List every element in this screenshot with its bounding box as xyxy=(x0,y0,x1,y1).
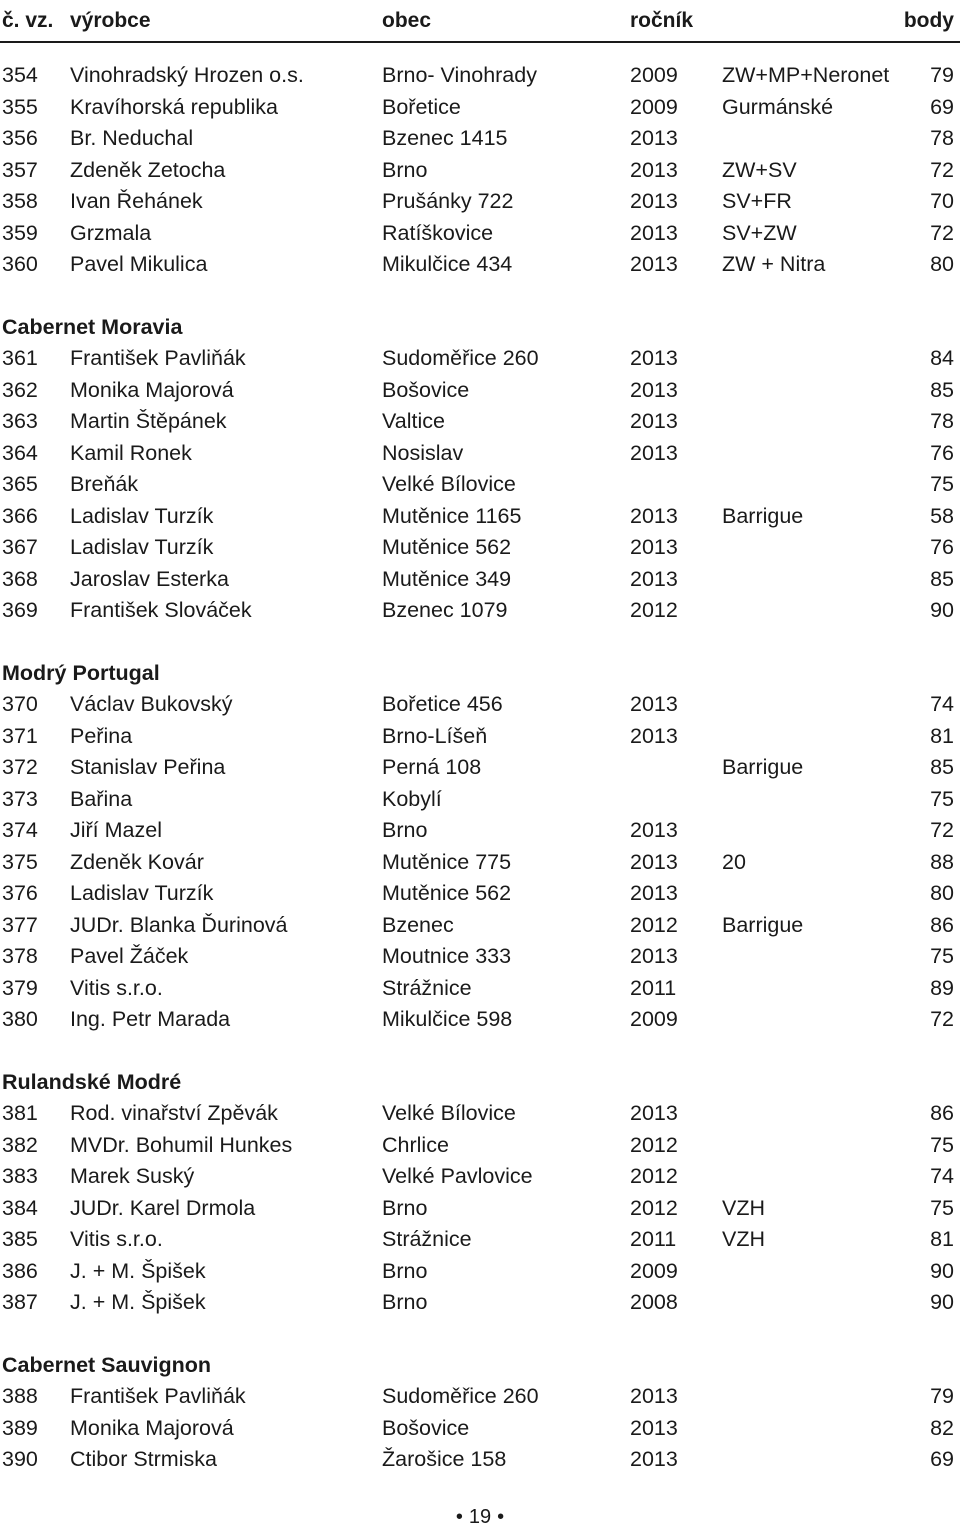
cell-producer: Marek Suský xyxy=(70,1164,195,1188)
cell-points: 85 xyxy=(930,566,954,591)
table-row xyxy=(0,1413,960,1445)
bullet-left: • xyxy=(455,1506,463,1528)
header-points: body xyxy=(903,9,954,32)
cell-sample-number: 364 xyxy=(2,440,38,465)
header-vintage: ročník xyxy=(630,9,694,32)
cell-vintage: 2013 xyxy=(630,157,678,182)
table-row xyxy=(0,375,960,407)
section-title: Cabernet Moravia xyxy=(2,314,183,339)
cell-village: Bzenec 1415 xyxy=(382,126,508,150)
cell-points: 75 xyxy=(930,1132,954,1157)
cell-producer: Jiří Mazel xyxy=(70,818,162,842)
cell-points: 81 xyxy=(930,1227,954,1251)
cell-village: Brno xyxy=(382,1290,428,1314)
cell-producer: J. + M. Špišek xyxy=(70,1258,206,1283)
cell-producer: JUDr. Karel Drmola xyxy=(70,1195,256,1220)
cell-village: Strážnice xyxy=(382,975,472,1000)
cell-vintage: 2009 xyxy=(630,1258,678,1283)
cell-vintage: 2008 xyxy=(630,1290,678,1314)
cell-note: ZW+SV xyxy=(722,157,797,182)
cell-village: Prušánky 722 xyxy=(382,189,514,213)
table-row xyxy=(0,1381,960,1413)
cell-sample-number: 384 xyxy=(2,1195,38,1220)
cell-sample-number: 385 xyxy=(2,1227,38,1251)
cell-producer: Kamil Ronek xyxy=(70,440,192,465)
cell-sample-number: 389 xyxy=(2,1415,38,1440)
cell-sample-number: 354 xyxy=(2,63,38,87)
cell-village: Bořetice 456 xyxy=(382,692,503,716)
table-row xyxy=(0,92,960,124)
table-row xyxy=(0,784,960,816)
cell-sample-number: 382 xyxy=(2,1132,38,1157)
cell-points: 86 xyxy=(930,912,954,937)
cell-village: Mutěnice 562 xyxy=(382,881,512,905)
cell-sample-number: 357 xyxy=(2,157,38,182)
cell-village: Bzenec 1079 xyxy=(382,598,508,622)
cell-village: Brno xyxy=(382,1195,428,1220)
cell-points: 84 xyxy=(930,346,954,370)
cell-points: 58 xyxy=(930,503,954,528)
section-title: Rulandské Modré xyxy=(2,1069,182,1094)
cell-village: Chrlice xyxy=(382,1132,449,1157)
cell-vintage: 2013 xyxy=(630,1447,678,1471)
cell-points: 90 xyxy=(930,1290,954,1314)
cell-producer: Vitis s.r.o. xyxy=(70,975,163,1000)
cell-producer: Martin Štěpánek xyxy=(70,409,227,433)
table-row xyxy=(0,752,960,784)
cell-village: Valtice xyxy=(382,409,445,433)
table-header xyxy=(0,0,960,44)
cell-producer: J. + M. Špišek xyxy=(70,1290,206,1314)
cell-producer: Kravíhorská republika xyxy=(70,94,278,119)
cell-sample-number: 369 xyxy=(2,598,38,622)
cell-note: Barrigue xyxy=(722,912,804,937)
cell-points: 75 xyxy=(930,472,954,496)
cell-producer: Pavel Mikulica xyxy=(70,252,208,276)
table-row xyxy=(0,1098,960,1130)
cell-sample-number: 365 xyxy=(2,472,38,496)
cell-vintage: 2013 xyxy=(630,1101,678,1125)
cell-village: Mutěnice 349 xyxy=(382,566,512,591)
cell-points: 75 xyxy=(930,786,954,811)
cell-points: 90 xyxy=(930,598,954,622)
cell-sample-number: 358 xyxy=(2,189,38,213)
cell-vintage: 2013 xyxy=(630,377,678,402)
cell-sample-number: 380 xyxy=(2,1007,38,1031)
cell-points: 80 xyxy=(930,252,954,276)
cell-producer: Ladislav Turzík xyxy=(70,535,214,559)
cell-producer: Ctibor Strmiska xyxy=(70,1447,217,1471)
cell-village: Velké Bílovice xyxy=(382,1101,516,1125)
cell-village: Velké Pavlovice xyxy=(382,1164,533,1188)
cell-sample-number: 366 xyxy=(2,503,38,528)
cell-producer: Br. Neduchal xyxy=(70,126,194,150)
section-spacer xyxy=(0,1319,960,1350)
cell-sample-number: 376 xyxy=(2,881,38,905)
cell-village: Bošovice xyxy=(382,1415,470,1440)
cell-producer: Vinohradský Hrozen o.s. xyxy=(70,63,304,87)
cell-producer: Vitis s.r.o. xyxy=(70,1227,163,1251)
cell-note: ZW + Nitra xyxy=(722,252,826,276)
cell-producer: Václav Bukovský xyxy=(70,692,233,716)
page-number: 19 xyxy=(468,1506,492,1528)
cell-vintage: 2009 xyxy=(630,94,678,119)
cell-points: 72 xyxy=(930,1007,954,1031)
cell-producer: Ivan Řehánek xyxy=(70,189,203,213)
cell-vintage: 2012 xyxy=(630,912,678,937)
cell-producer: Bařina xyxy=(70,786,133,811)
cell-sample-number: 355 xyxy=(2,94,38,119)
table-row xyxy=(0,1161,960,1193)
cell-sample-number: 374 xyxy=(2,818,38,842)
results-table xyxy=(0,60,960,1476)
cell-producer: Rod. vinařství Zpěvák xyxy=(70,1101,278,1125)
cell-vintage: 2013 xyxy=(630,535,678,559)
table-row xyxy=(0,847,960,879)
cell-points: 72 xyxy=(930,220,954,245)
cell-sample-number: 368 xyxy=(2,566,38,591)
cell-points: 72 xyxy=(930,818,954,842)
section-title: Cabernet Sauvignon xyxy=(2,1352,212,1377)
table-row xyxy=(0,815,960,847)
cell-village: Mutěnice 562 xyxy=(382,535,512,559)
cell-village: Nosislav xyxy=(382,440,464,465)
cell-village: Sudoměřice 260 xyxy=(382,346,539,370)
table-row xyxy=(0,910,960,942)
header-divider xyxy=(0,41,960,43)
cell-village: Brno- Vinohrady xyxy=(382,63,537,87)
cell-sample-number: 367 xyxy=(2,535,38,559)
cell-producer: Pavel Žáček xyxy=(70,944,189,968)
cell-vintage: 2013 xyxy=(630,692,678,716)
cell-producer: Zdeněk Kovár xyxy=(70,849,204,874)
cell-sample-number: 370 xyxy=(2,692,38,716)
cell-note: VZH xyxy=(722,1195,765,1220)
cell-points: 85 xyxy=(930,377,954,402)
cell-points: 81 xyxy=(930,723,954,748)
cell-producer: JUDr. Blanka Ďurinová xyxy=(70,912,288,937)
cell-sample-number: 363 xyxy=(2,409,38,433)
cell-vintage: 2013 xyxy=(630,723,678,748)
table-row xyxy=(0,878,960,910)
cell-note: Barrigue xyxy=(722,755,804,779)
cell-vintage: 2009 xyxy=(630,1007,678,1031)
cell-village: Moutnice 333 xyxy=(382,944,512,968)
cell-points: 75 xyxy=(930,1195,954,1220)
table-row xyxy=(0,689,960,721)
table-row xyxy=(0,1224,960,1256)
cell-vintage: 2013 xyxy=(630,818,678,842)
cell-village: Mikulčice 434 xyxy=(382,252,513,276)
cell-vintage: 2013 xyxy=(630,566,678,591)
cell-producer: Monika Majorová xyxy=(70,377,234,402)
cell-village: Bošovice xyxy=(382,377,470,402)
cell-vintage: 2012 xyxy=(630,1132,678,1157)
cell-points: 78 xyxy=(930,126,954,150)
cell-village: Brno xyxy=(382,818,428,842)
cell-points: 74 xyxy=(930,1164,954,1188)
cell-vintage: 2013 xyxy=(630,849,678,874)
cell-sample-number: 387 xyxy=(2,1290,38,1314)
cell-vintage: 2012 xyxy=(630,1164,678,1188)
cell-village: Žarošice 158 xyxy=(382,1447,507,1471)
cell-points: 69 xyxy=(930,94,954,119)
cell-sample-number: 361 xyxy=(2,346,38,370)
cell-producer: Monika Majorová xyxy=(70,1415,234,1440)
cell-producer: František Slováček xyxy=(70,598,252,622)
cell-sample-number: 378 xyxy=(2,944,38,968)
table-row xyxy=(0,1287,960,1319)
table-row xyxy=(0,1130,960,1162)
cell-points: 75 xyxy=(930,944,954,968)
cell-points: 70 xyxy=(930,189,954,213)
cell-producer: Jaroslav Esterka xyxy=(70,566,229,591)
table-row xyxy=(0,532,960,564)
cell-note: SV+FR xyxy=(722,189,792,213)
cell-village: Velké Bílovice xyxy=(382,472,516,496)
cell-village: Ratíškovice xyxy=(382,220,494,245)
cell-sample-number: 381 xyxy=(2,1101,38,1125)
cell-note: SV+ZW xyxy=(722,220,797,245)
cell-village: Brno-Líšeň xyxy=(382,723,488,748)
cell-vintage: 2013 xyxy=(630,944,678,968)
cell-vintage: 2013 xyxy=(630,409,678,433)
cell-points: 78 xyxy=(930,409,954,433)
table-row xyxy=(0,438,960,470)
section-title: Modrý Portugal xyxy=(2,660,160,685)
cell-points: 86 xyxy=(930,1101,954,1125)
cell-producer: Zdeněk Zetocha xyxy=(70,157,226,182)
cell-producer: Grzmala xyxy=(70,220,152,245)
cell-vintage: 2011 xyxy=(630,975,677,1000)
cell-points: 89 xyxy=(930,975,954,1000)
cell-sample-number: 362 xyxy=(2,377,38,402)
cell-points: 76 xyxy=(930,535,954,559)
cell-village: Kobylí xyxy=(382,786,442,811)
table-row xyxy=(0,595,960,627)
cell-sample-number: 386 xyxy=(2,1258,38,1283)
cell-points: 74 xyxy=(930,692,954,716)
cell-vintage: 2013 xyxy=(630,220,678,245)
cell-producer: Breňák xyxy=(70,472,139,496)
table-row xyxy=(0,60,960,92)
cell-vintage: 2013 xyxy=(630,1415,678,1440)
cell-sample-number: 373 xyxy=(2,786,38,811)
cell-sample-number: 390 xyxy=(2,1447,38,1471)
cell-vintage: 2013 xyxy=(630,1384,678,1408)
cell-vintage: 2013 xyxy=(630,346,678,370)
cell-points: 80 xyxy=(930,881,954,905)
cell-producer: Peřina xyxy=(70,723,133,748)
table-row xyxy=(0,1256,960,1288)
cell-village: Mutěnice 775 xyxy=(382,849,512,874)
cell-note: Gurmánské xyxy=(722,94,834,119)
table-row xyxy=(0,973,960,1005)
cell-village: Brno xyxy=(382,1258,428,1283)
table-row xyxy=(0,123,960,155)
section-spacer xyxy=(0,281,960,312)
cell-village: Strážnice xyxy=(382,1227,472,1251)
cell-note: Barrigue xyxy=(722,503,804,528)
cell-points: 85 xyxy=(930,755,954,779)
cell-producer: Ing. Petr Marada xyxy=(70,1007,231,1031)
cell-producer: František Pavliňák xyxy=(70,346,246,370)
table-row xyxy=(0,218,960,250)
bullet-right: • xyxy=(497,1506,505,1528)
cell-points: 72 xyxy=(930,157,954,182)
cell-vintage: 2009 xyxy=(630,63,678,87)
cell-note: ZW+MP+Neronet xyxy=(722,63,890,87)
page-footer xyxy=(0,1506,960,1529)
cell-sample-number: 360 xyxy=(2,252,38,276)
section-spacer xyxy=(0,1036,960,1067)
cell-vintage: 2012 xyxy=(630,598,678,622)
header-village: obec xyxy=(382,9,432,32)
cell-points: 69 xyxy=(930,1447,954,1471)
cell-points: 88 xyxy=(930,849,954,874)
cell-points: 76 xyxy=(930,440,954,465)
cell-note: 20 xyxy=(722,849,746,874)
cell-sample-number: 383 xyxy=(2,1164,38,1188)
table-row xyxy=(0,1004,960,1036)
cell-vintage: 2013 xyxy=(630,252,678,276)
cell-sample-number: 379 xyxy=(2,975,38,1000)
cell-points: 82 xyxy=(930,1415,954,1440)
table-row xyxy=(0,406,960,438)
cell-village: Bořetice xyxy=(382,94,461,119)
cell-vintage: 2013 xyxy=(630,503,678,528)
table-row xyxy=(0,155,960,187)
cell-points: 79 xyxy=(930,63,954,87)
header-sample-number: č. vz. xyxy=(2,9,54,32)
cell-vintage: 2012 xyxy=(630,1195,678,1220)
cell-vintage: 2013 xyxy=(630,189,678,213)
cell-sample-number: 372 xyxy=(2,755,38,779)
cell-producer: Stanislav Peřina xyxy=(70,755,226,779)
cell-producer: František Pavliňák xyxy=(70,1384,246,1408)
cell-points: 79 xyxy=(930,1384,954,1408)
table-row xyxy=(0,469,960,501)
table-row xyxy=(0,721,960,753)
cell-sample-number: 371 xyxy=(2,723,38,748)
cell-sample-number: 375 xyxy=(2,849,38,874)
cell-village: Mikulčice 598 xyxy=(382,1007,513,1031)
cell-points: 90 xyxy=(930,1258,954,1283)
header-producer: výrobce xyxy=(70,9,151,32)
section-spacer xyxy=(0,627,960,658)
cell-producer: MVDr. Bohumil Hunkes xyxy=(70,1132,293,1157)
cell-sample-number: 377 xyxy=(2,912,38,937)
cell-village: Perná 108 xyxy=(382,755,482,779)
cell-vintage: 2013 xyxy=(630,440,678,465)
cell-village: Mutěnice 1165 xyxy=(382,503,522,528)
cell-sample-number: 359 xyxy=(2,220,38,245)
table-row xyxy=(0,564,960,596)
table-row xyxy=(0,343,960,375)
table-row xyxy=(0,1193,960,1225)
table-row xyxy=(0,186,960,218)
cell-sample-number: 356 xyxy=(2,126,38,150)
cell-note: VZH xyxy=(722,1227,765,1251)
cell-village: Sudoměřice 260 xyxy=(382,1384,539,1408)
cell-vintage: 2013 xyxy=(630,881,678,905)
cell-vintage: 2011 xyxy=(630,1227,677,1251)
cell-producer: Ladislav Turzík xyxy=(70,881,214,905)
cell-village: Brno xyxy=(382,157,428,182)
cell-producer: Ladislav Turzík xyxy=(70,503,214,528)
cell-village: Bzenec xyxy=(382,912,454,937)
cell-sample-number: 388 xyxy=(2,1384,38,1408)
table-row xyxy=(0,1444,960,1476)
table-row xyxy=(0,501,960,533)
table-row xyxy=(0,249,960,281)
cell-vintage: 2013 xyxy=(630,126,678,150)
table-row xyxy=(0,941,960,973)
